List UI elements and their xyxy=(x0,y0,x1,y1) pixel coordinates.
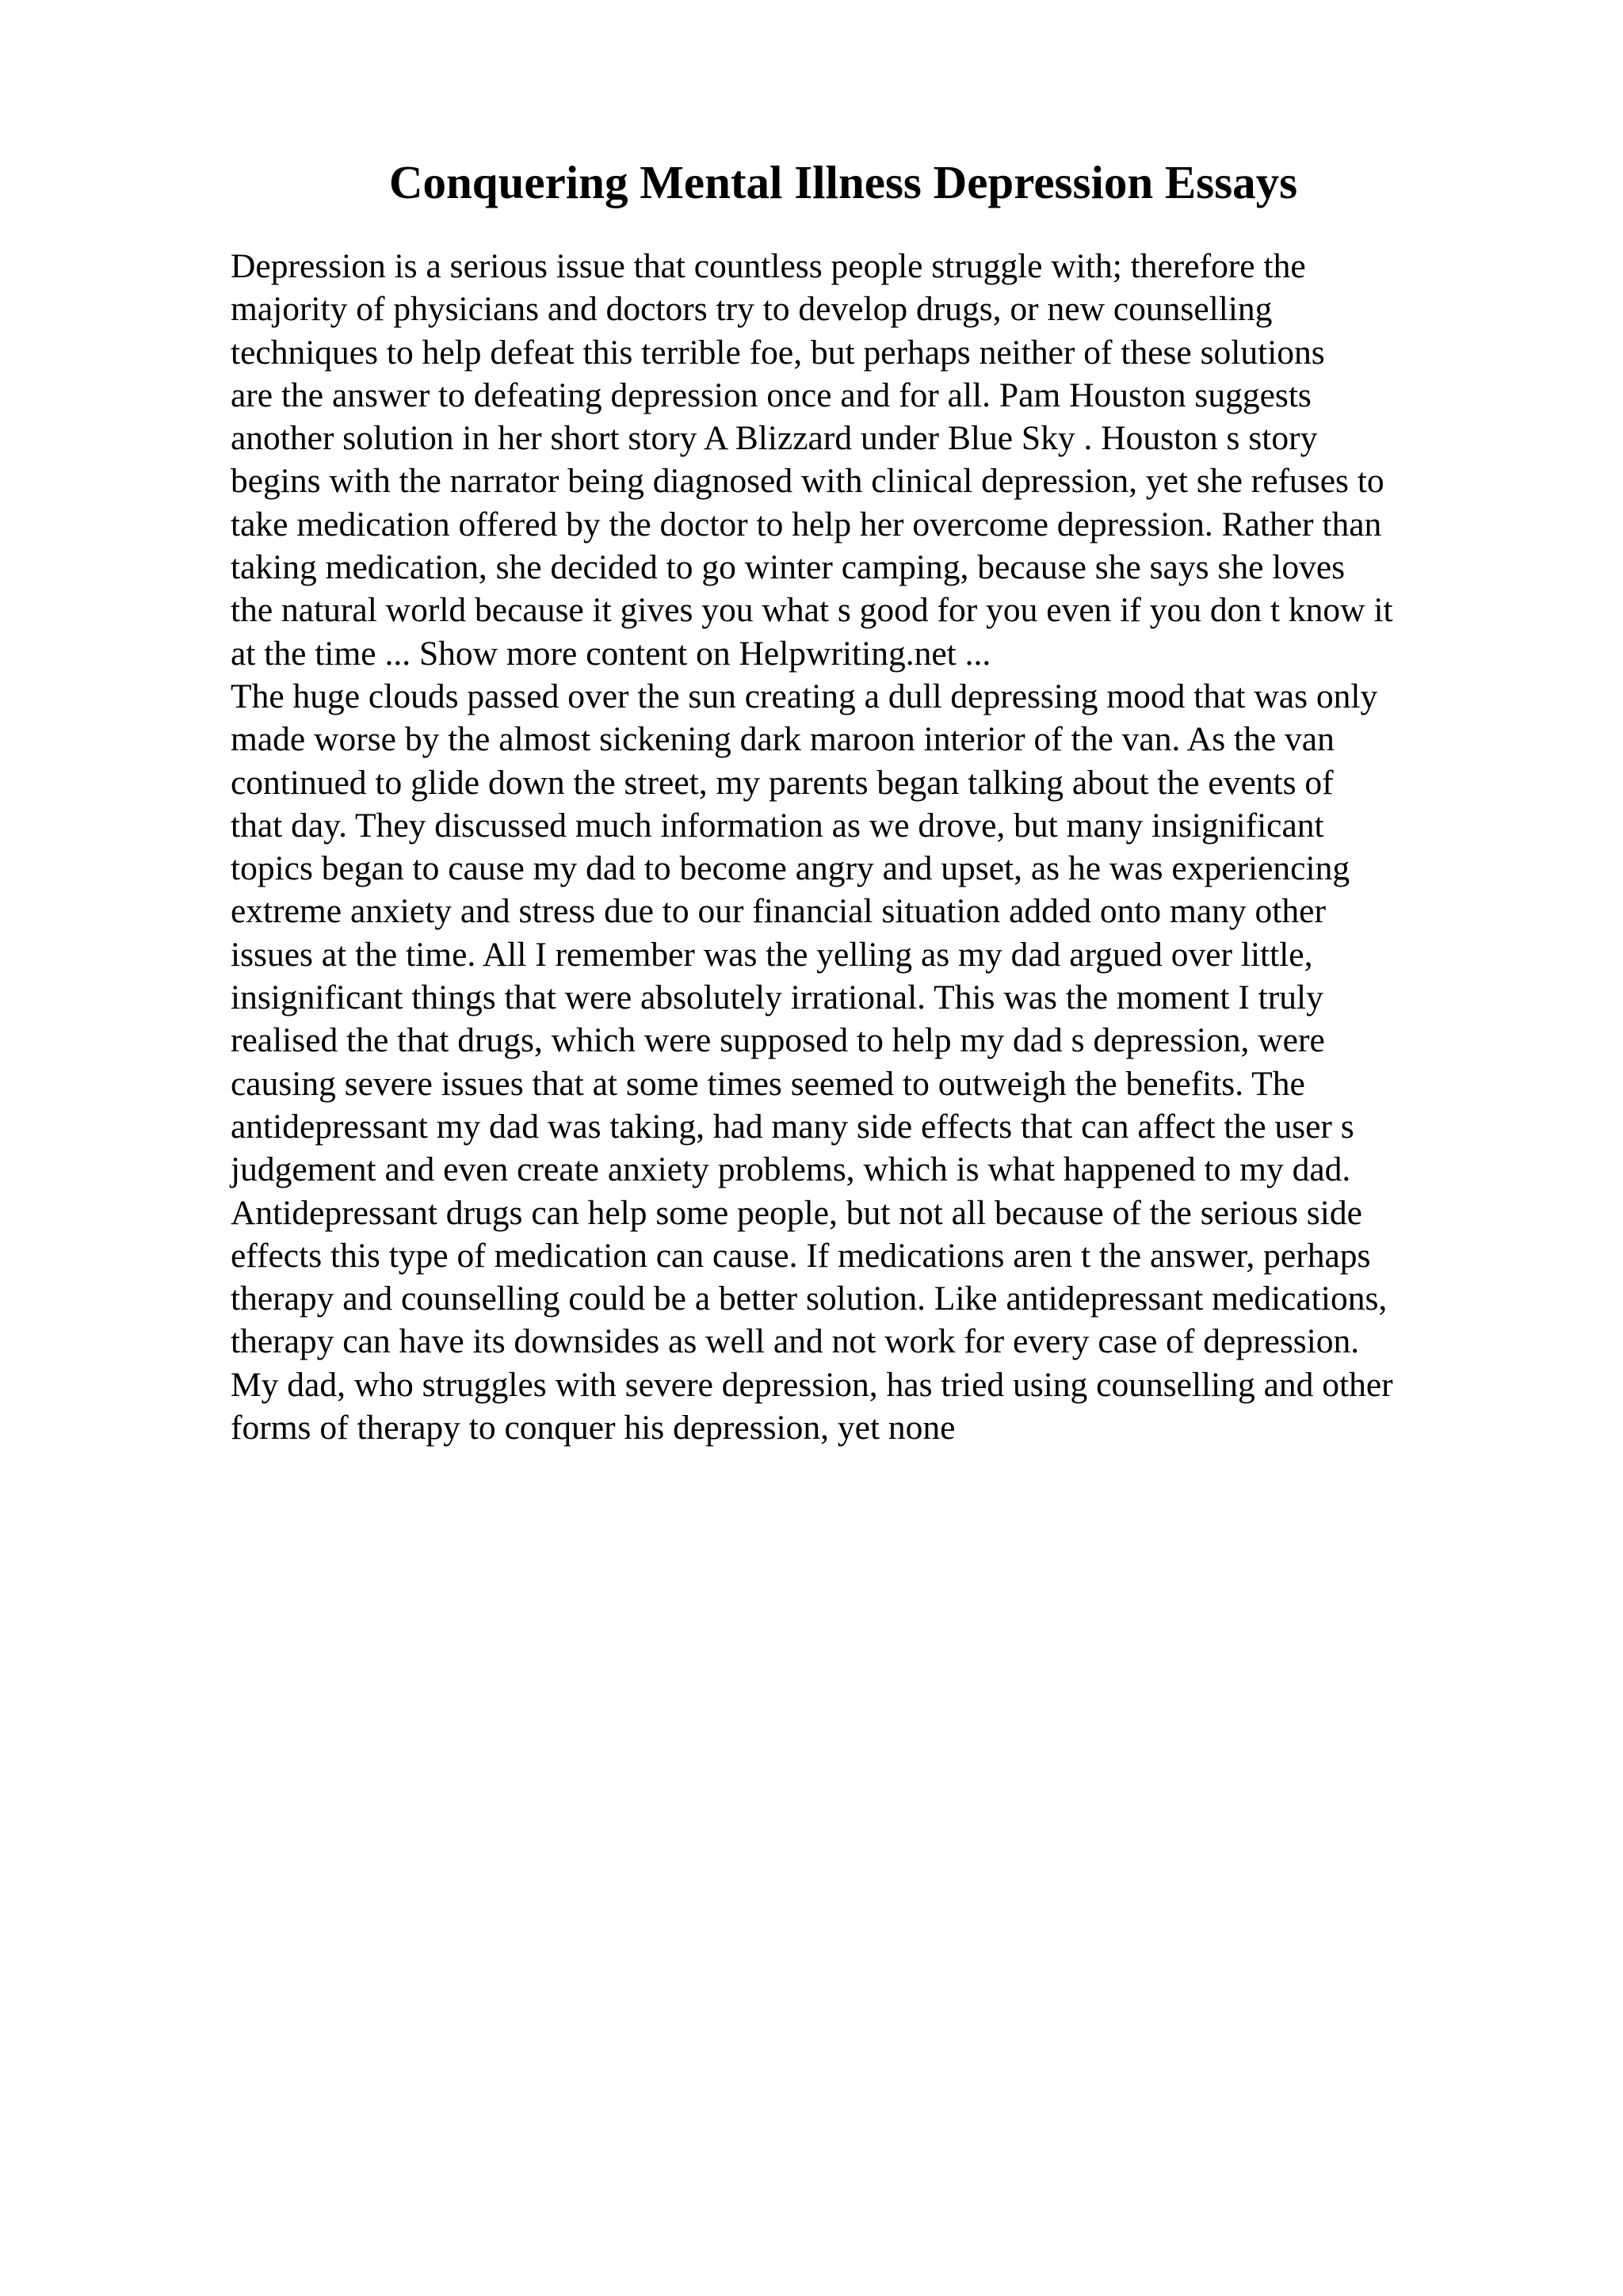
text-line: judgement and even create anxiety problems, which is what happened to my dad. xyxy=(231,1150,1351,1189)
text-line: the natural world because it gives you what s good for you even if you don t know it xyxy=(231,591,1393,630)
text-line: are the answer to defeating depression once and for all. Pam Houston suggests xyxy=(231,376,1312,414)
text-line: realised the that drugs, which were supposed to help my dad s depression, were xyxy=(231,1021,1325,1060)
text-line: continued to glide down the street, my parents began talking about the events of xyxy=(231,763,1334,802)
document-title: Conquering Mental Illness Depression Essays xyxy=(388,156,1298,208)
essay-body xyxy=(231,245,1499,1449)
text-line: issues at the time. All I remember was the yelling as my dad argued over little, xyxy=(231,935,1313,974)
text-line: taking medication, she decided to go winter camping, because she says she loves xyxy=(231,548,1346,587)
text-line: The huge clouds passed over the sun creating a dull depressing mood that was only xyxy=(231,677,1378,715)
text-line: at the time ... Show more content on Helpwriting.net ... xyxy=(231,634,991,673)
text-line: topics began to cause my dad to become angry and upset, as he was experiencing xyxy=(231,849,1350,888)
text-line: therapy and counselling could be a better solution. Like antidepressant medications, xyxy=(231,1280,1388,1318)
text-line: antidepressant my dad was taking, had many side effects that can affect the user s xyxy=(231,1107,1354,1146)
text-line: begins with the narrator being diagnosed with clinical depression, yet she refuses to xyxy=(231,462,1384,501)
text-line: causing severe issues that at some times seemed to outweigh the benefits. The xyxy=(231,1064,1305,1103)
text-line: effects this type of medication can cause. If medications aren t the answer, perhaps xyxy=(231,1236,1371,1275)
text-line: take medication offered by the doctor to help her overcome depression. Rather than xyxy=(231,505,1382,543)
text-line: therapy can have its downsides as well and not work for every case of depression. xyxy=(231,1322,1360,1361)
text-line: another solution in her short story A Blizzard under Blue Sky . Houston s story xyxy=(231,419,1318,458)
text-line: majority of physicians and doctors try to develop drugs, or new counselling xyxy=(231,290,1273,329)
text-line: that day. They discussed much information as we drove, but many insignificant xyxy=(231,806,1324,845)
text-line: extreme anxiety and stress due to our financial situation added onto many other xyxy=(231,892,1326,931)
text-line: forms of therapy to conquer his depression, yet none xyxy=(231,1409,956,1447)
text-line: made worse by the almost sickening dark maroon interior of the van. As the van xyxy=(231,720,1335,759)
text-line: Depression is a serious issue that countless people struggle with; therefore the xyxy=(231,247,1306,285)
text-line: techniques to help defeat this terrible foe, but perhaps neither of these solutions xyxy=(231,333,1325,372)
text-line: My dad, who struggles with severe depression, has tried using counselling and other xyxy=(231,1365,1393,1404)
text-line: Antidepressant drugs can help some people, but not all because of the serious side xyxy=(231,1193,1362,1232)
text-line: insignificant things that were absolutely irrational. This was the moment I truly xyxy=(231,978,1323,1017)
